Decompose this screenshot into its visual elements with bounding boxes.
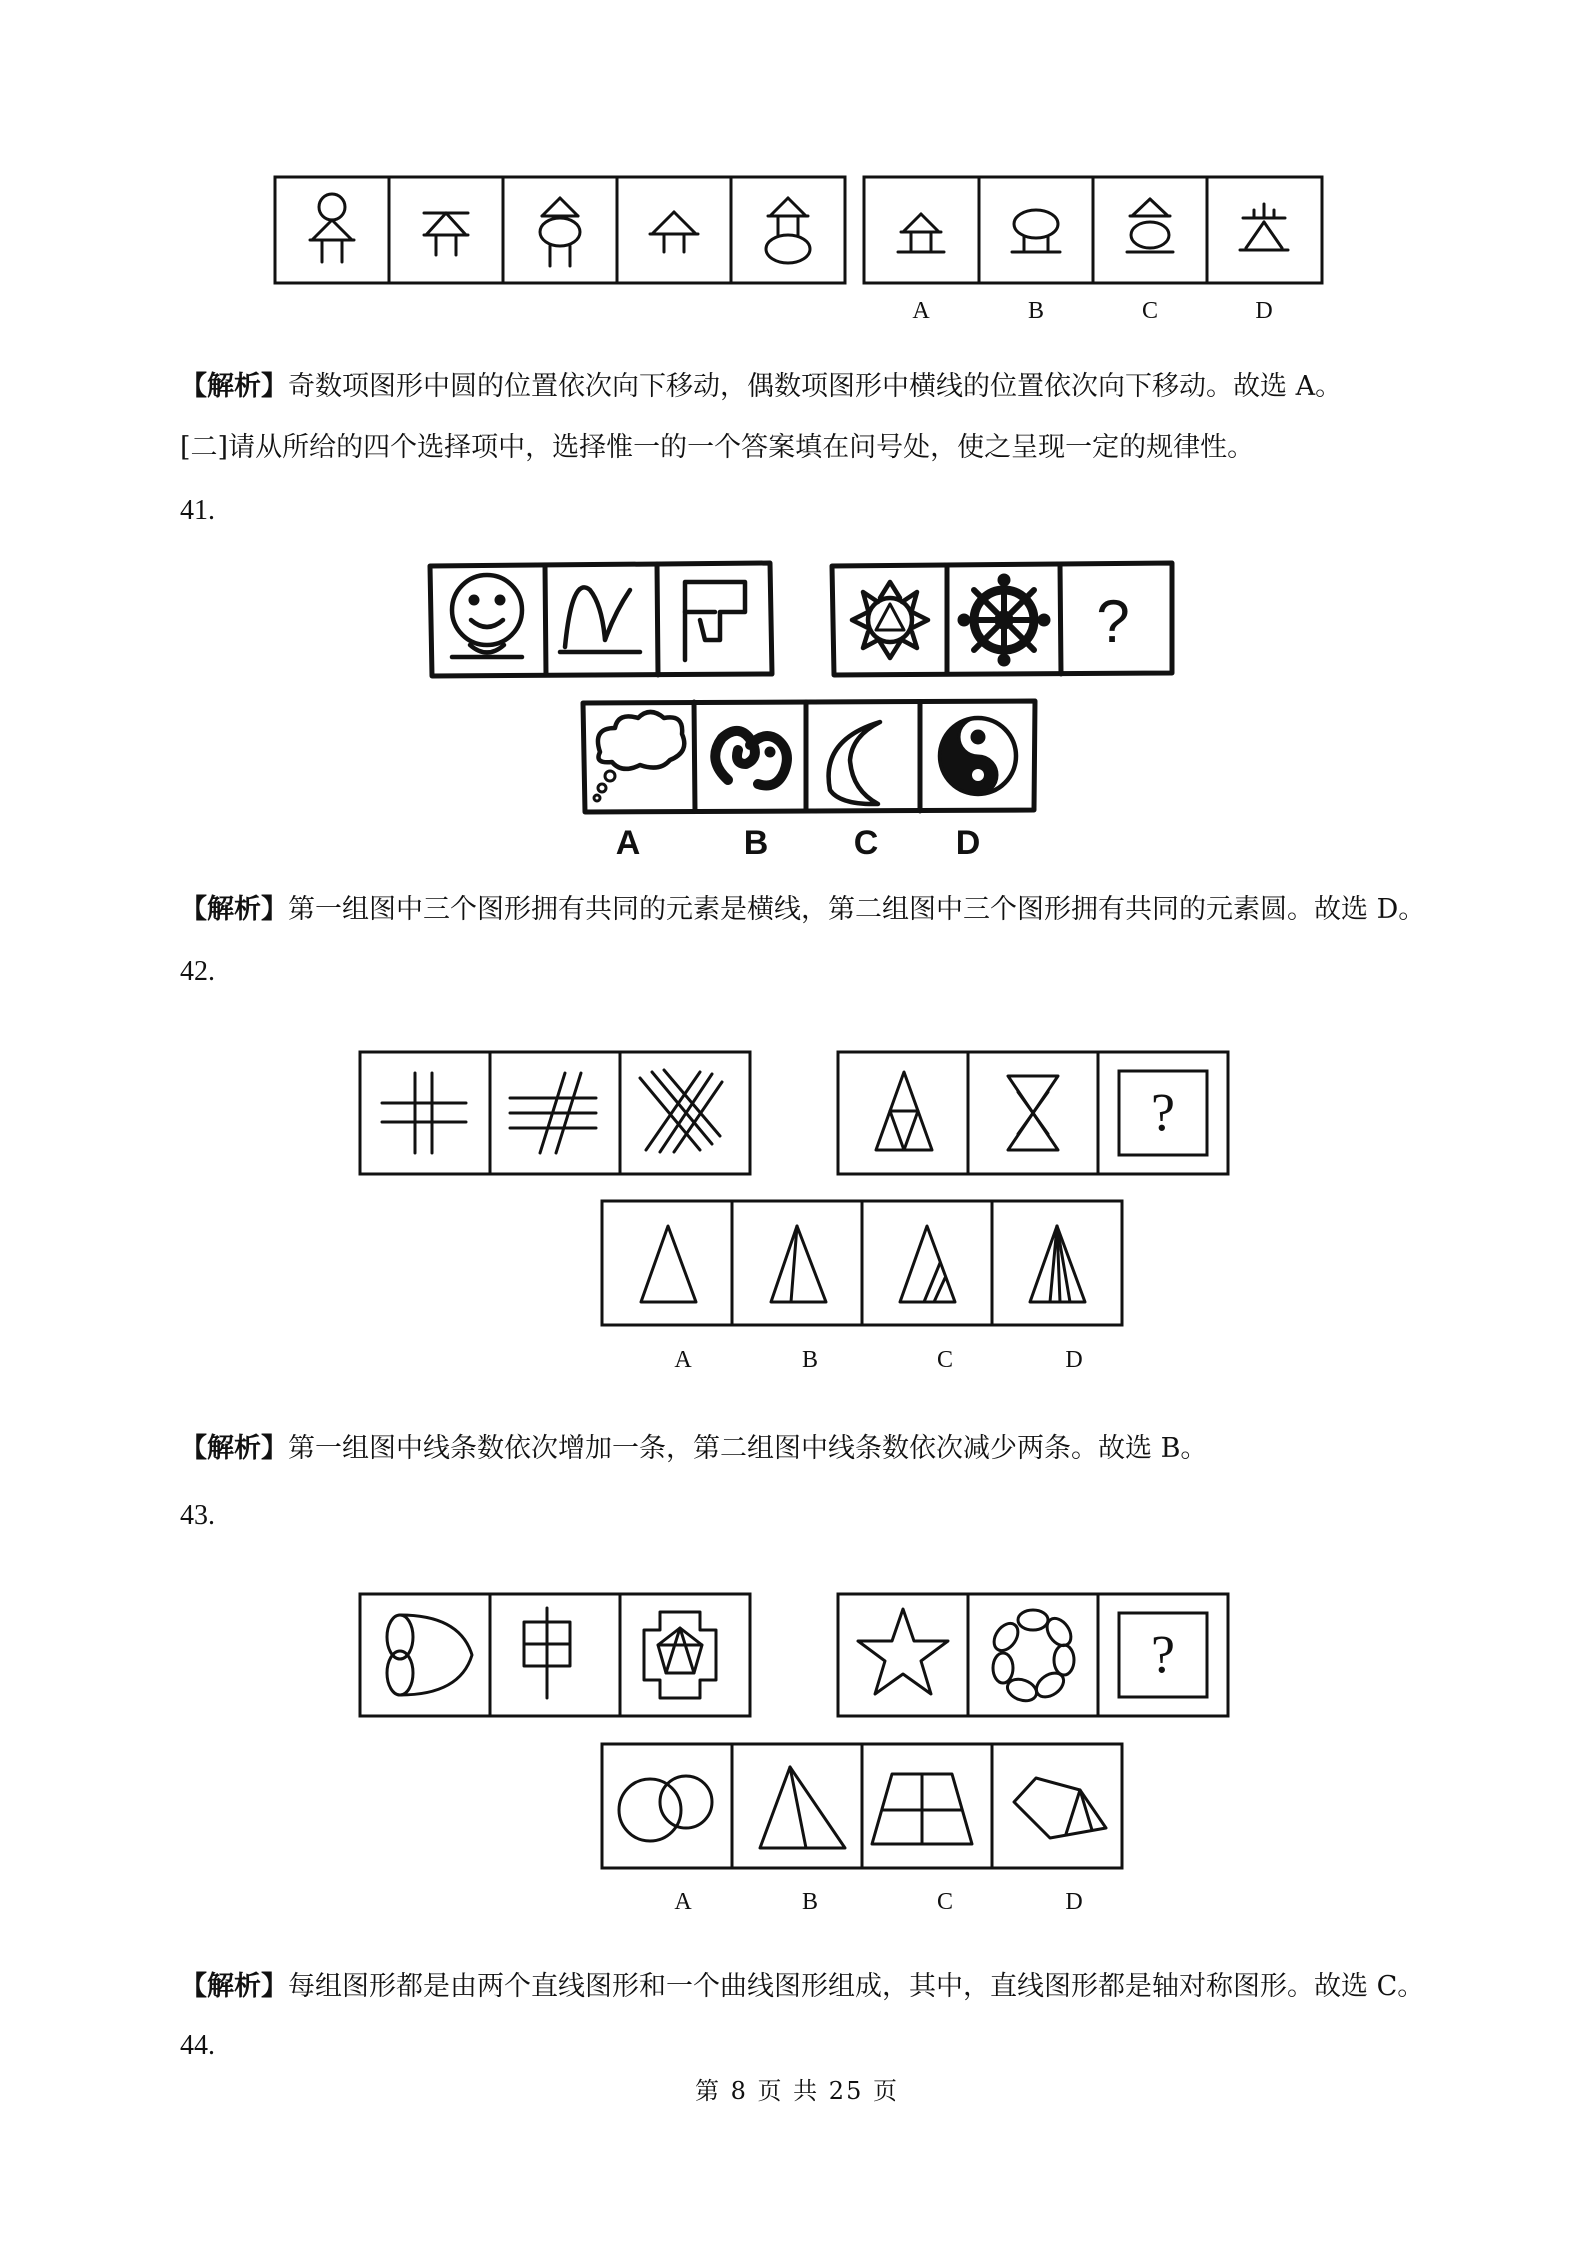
q42-group-two xyxy=(838,1052,1228,1174)
q41-group-two xyxy=(832,563,1172,675)
q40-option-label-b: B xyxy=(1027,298,1045,324)
q41-question-mark: ? xyxy=(1096,588,1130,655)
page-footer: 第 8 页 共 25 页 xyxy=(695,2077,899,2105)
q40-figure xyxy=(0,0,1594,340)
crescent-moon-icon xyxy=(829,722,880,804)
q43-number: 43. xyxy=(180,1500,215,1531)
analysis-tag: 【解析】 xyxy=(180,1971,288,2002)
q40-analysis xyxy=(180,370,1342,404)
ship-wheel-icon xyxy=(959,575,1049,665)
smiley-icon xyxy=(452,575,522,657)
q43-analysis xyxy=(180,1970,1424,2004)
question-box xyxy=(1119,1071,1207,1155)
q43-figure xyxy=(0,1580,1594,1920)
q42-option-label-d: D xyxy=(1065,1347,1083,1373)
q42-option-label-b: B xyxy=(801,1347,819,1373)
sun-triangle-icon xyxy=(852,582,928,658)
q42-number: 42. xyxy=(180,956,215,987)
q40-option-label-c: C xyxy=(1141,298,1159,324)
analysis-text: 奇数项图形中圆的位置依次向下移动，偶数项图形中横线的位置依次向下移动。故选 A。 xyxy=(288,371,1343,402)
q42-question-mark: ? xyxy=(1151,1082,1175,1142)
analysis-tag: 【解析】 xyxy=(180,894,288,925)
q44-number: 44. xyxy=(180,2030,215,2061)
q41-option-label-a: A xyxy=(615,824,641,862)
q40-options-row xyxy=(864,177,1322,283)
wave-line-icon xyxy=(560,587,640,652)
analysis-tag: 【解析】 xyxy=(180,371,288,402)
q42-option-label-a: A xyxy=(674,1347,692,1373)
q43-option-label-b: B xyxy=(801,1889,819,1915)
swirl-glyph-icon xyxy=(715,731,787,786)
q41-figure xyxy=(0,540,1594,860)
q41-group-one xyxy=(430,563,772,676)
q40-sequence-row xyxy=(275,177,845,283)
thought-cloud-icon xyxy=(594,712,684,801)
q41-number: 41. xyxy=(180,495,215,526)
q42-figure xyxy=(0,1040,1594,1380)
analysis-tag: 【解析】 xyxy=(180,1433,288,1464)
question-box xyxy=(1119,1613,1207,1697)
q43-option-label-d: D xyxy=(1065,1889,1083,1915)
q41-option-label-d: D xyxy=(955,824,981,862)
section-two-heading: [二]请从所给的四个选择项中，选择惟一的一个答案填在问号处，使之呈现一定的规律性。 xyxy=(180,432,1255,463)
q42-option-label-c: C xyxy=(936,1347,954,1373)
analysis-text: 第一组图中三个图形拥有共同的元素是横线，第二组图中三个图形拥有共同的元素圆。故选 D。 xyxy=(288,894,1426,925)
q42-options xyxy=(602,1201,1122,1325)
yin-yang-icon xyxy=(940,718,1016,794)
q40-option-label-a: A xyxy=(912,298,930,324)
q41-option-label-b: B xyxy=(743,824,769,862)
q41-options xyxy=(583,701,1035,812)
q43-options xyxy=(602,1744,1122,1868)
analysis-text: 第一组图中线条数依次增加一条，第二组图中线条数依次减少两条。故选 B。 xyxy=(288,1433,1208,1464)
q41-analysis xyxy=(180,893,1425,927)
q42-analysis xyxy=(180,1432,1207,1466)
q43-option-label-c: C xyxy=(936,1889,954,1915)
q43-question-mark: ? xyxy=(1151,1624,1175,1684)
q43-option-label-a: A xyxy=(674,1889,692,1915)
q41-option-label-c: C xyxy=(853,824,879,862)
flag-icon xyxy=(685,582,745,660)
q42-group-one xyxy=(360,1052,750,1174)
q40-option-label-d: D xyxy=(1255,298,1273,324)
q43-group-one xyxy=(360,1594,750,1716)
q43-group-two xyxy=(838,1594,1228,1716)
analysis-text: 每组图形都是由两个直线图形和一个曲线图形组成，其中，直线图形都是轴对称图形。故选 C。 xyxy=(288,1971,1425,2002)
